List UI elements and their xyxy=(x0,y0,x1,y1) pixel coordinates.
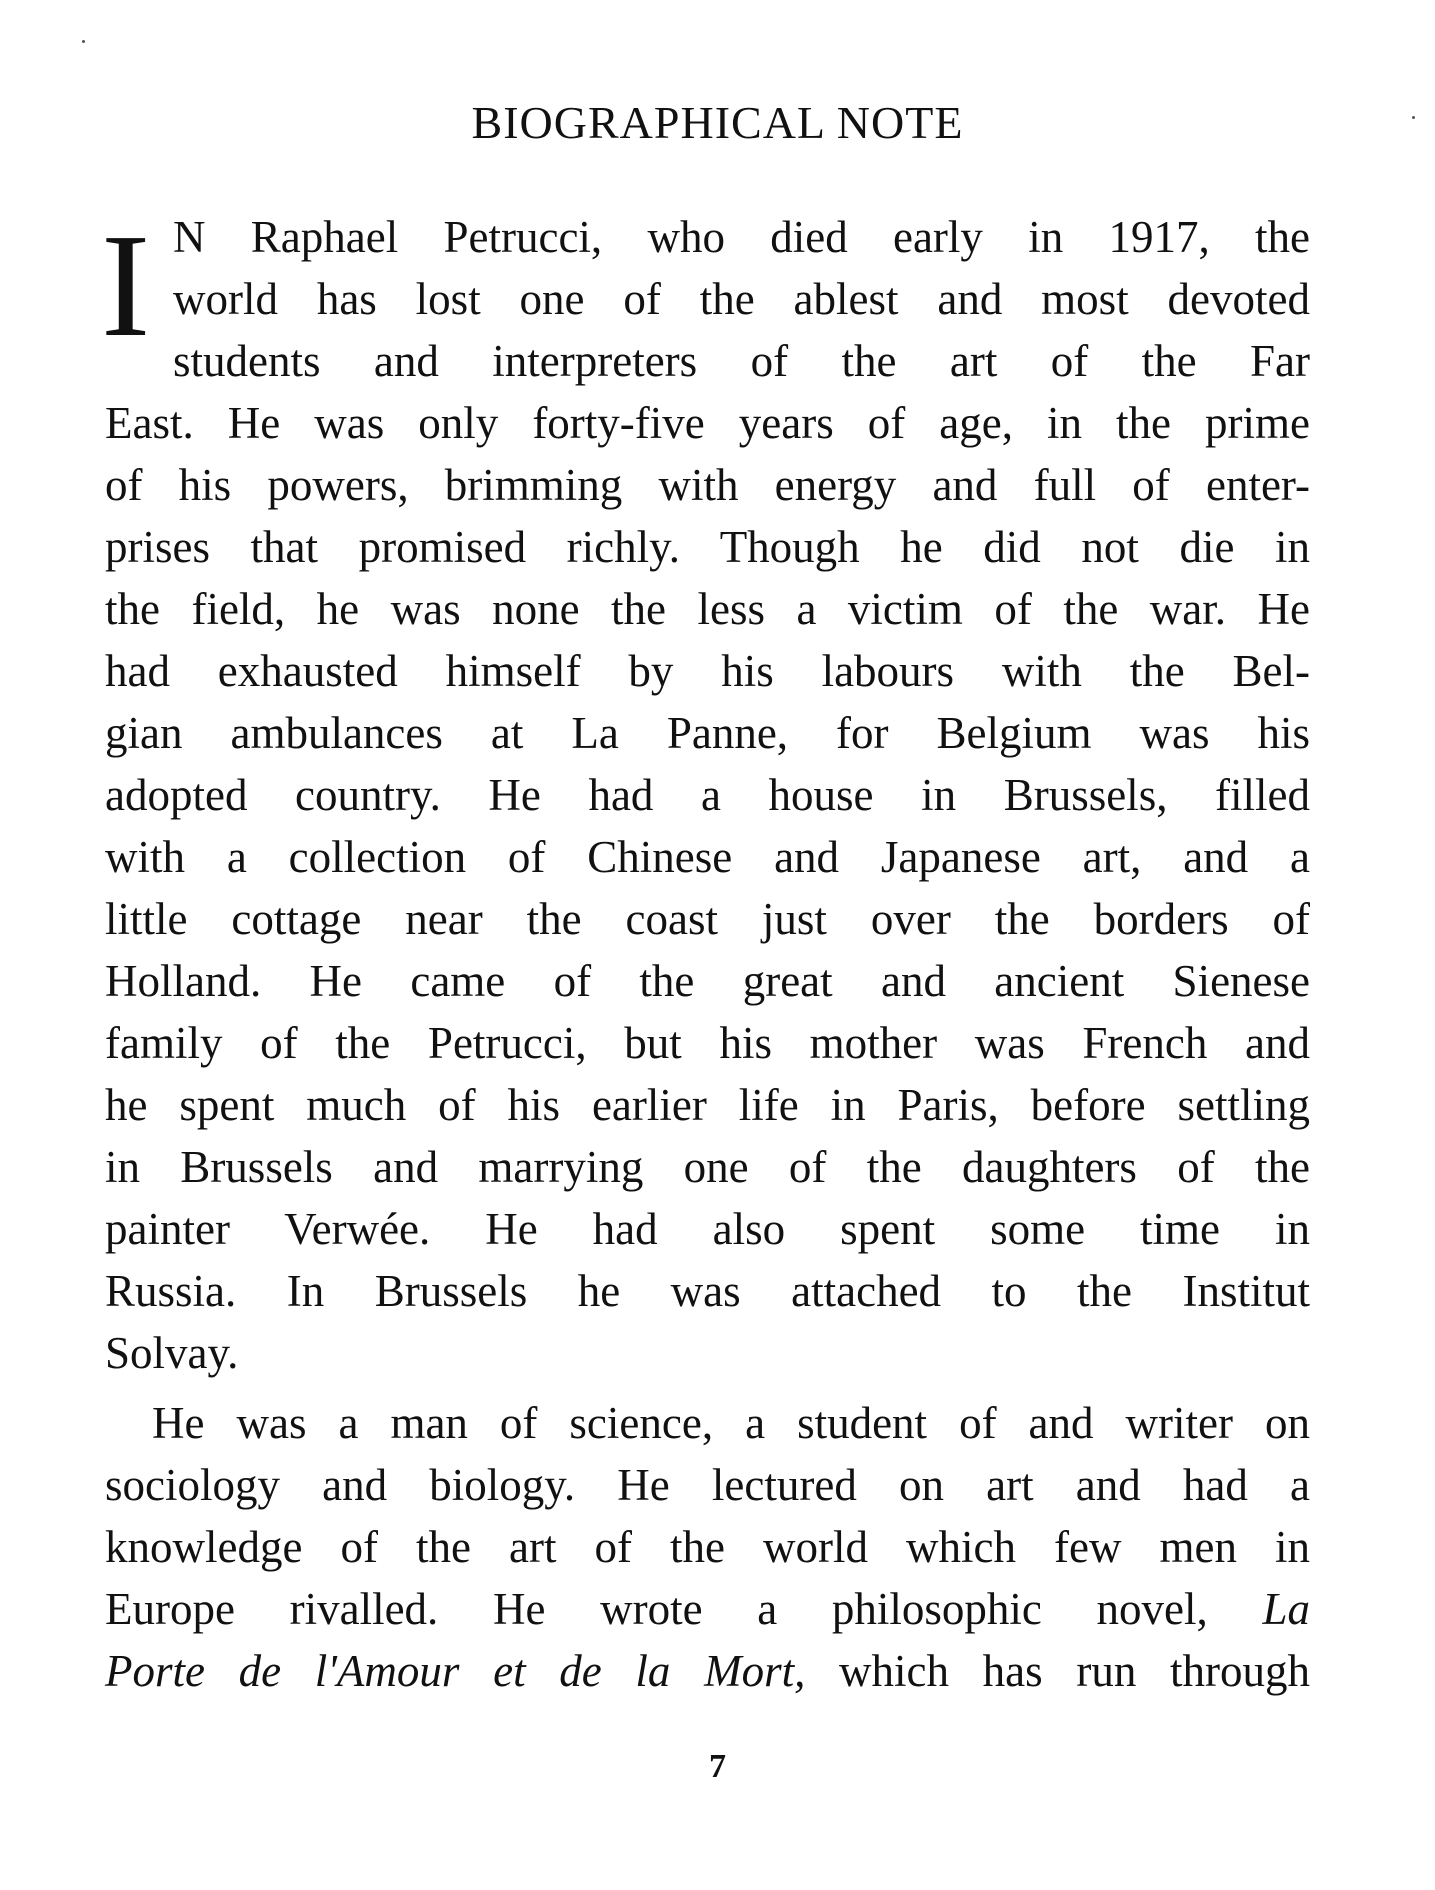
text-line: East. He was only forty-five years of age, in the prime xyxy=(105,398,1310,448)
text-line: gian ambulances at La Panne, for Belgium was his xyxy=(105,708,1310,758)
text-line: family of the Petrucci, but his mother was French and xyxy=(105,1018,1310,1068)
text-run: Europe rivalled. He wrote a philosophic novel, xyxy=(105,1584,1208,1634)
scan-speck xyxy=(82,40,85,43)
text-run: which has run through xyxy=(839,1646,1310,1696)
paragraph-1 xyxy=(101,204,1310,1384)
text-line-mixed xyxy=(105,1640,1310,1702)
page-number: 7 xyxy=(709,1748,726,1785)
text-line: students and interpreters of the art of the Far xyxy=(173,336,1310,386)
text-line: N Raphael Petrucci, who died early in 1917, the xyxy=(173,212,1310,262)
text-line: prises that promised richly. Though he did not die in xyxy=(105,522,1310,572)
page-heading: BIOGRAPHICAL NOTE xyxy=(471,97,964,148)
text-line: Holland. He came of the great and ancient Sienese xyxy=(105,956,1310,1006)
text-line: Solvay. xyxy=(105,1328,239,1378)
book-title-italic: Porte de l'Amour et de la Mort, xyxy=(105,1646,806,1696)
text-line: he spent much of his earlier life in Paris, before settling xyxy=(105,1080,1310,1130)
text-line: the field, he was none the less a victim of the war. He xyxy=(105,584,1310,634)
text-line: painter Verwée. He had also spent some time in xyxy=(105,1204,1310,1254)
text-line: knowledge of the art of the world which few men in xyxy=(105,1522,1310,1572)
paragraph-2 xyxy=(105,1392,1310,1702)
text-line: adopted country. He had a house in Brussels, filled xyxy=(105,770,1310,820)
text-line: of his powers, brimming with energy and full of enter- xyxy=(105,460,1310,510)
text-line: Russia. In Brussels he was attached to the Institut xyxy=(105,1266,1310,1316)
text-line: had exhausted himself by his labours with the Bel- xyxy=(105,646,1310,696)
text-line-mixed xyxy=(105,1578,1310,1640)
text-line: sociology and biology. He lectured on art and had a xyxy=(105,1460,1310,1510)
text-line: with a collection of Chinese and Japanese art, and a xyxy=(105,832,1310,882)
drop-cap: I xyxy=(101,204,151,368)
text-line: world has lost one of the ablest and most devoted xyxy=(173,274,1310,324)
text-line: little cottage near the coast just over the borders of xyxy=(105,894,1310,944)
text-line: He was a man of science, a student of and writer on xyxy=(152,1398,1310,1448)
text-line: in Brussels and marrying one of the daughters of the xyxy=(105,1142,1310,1192)
book-title-italic: La xyxy=(1262,1584,1310,1634)
